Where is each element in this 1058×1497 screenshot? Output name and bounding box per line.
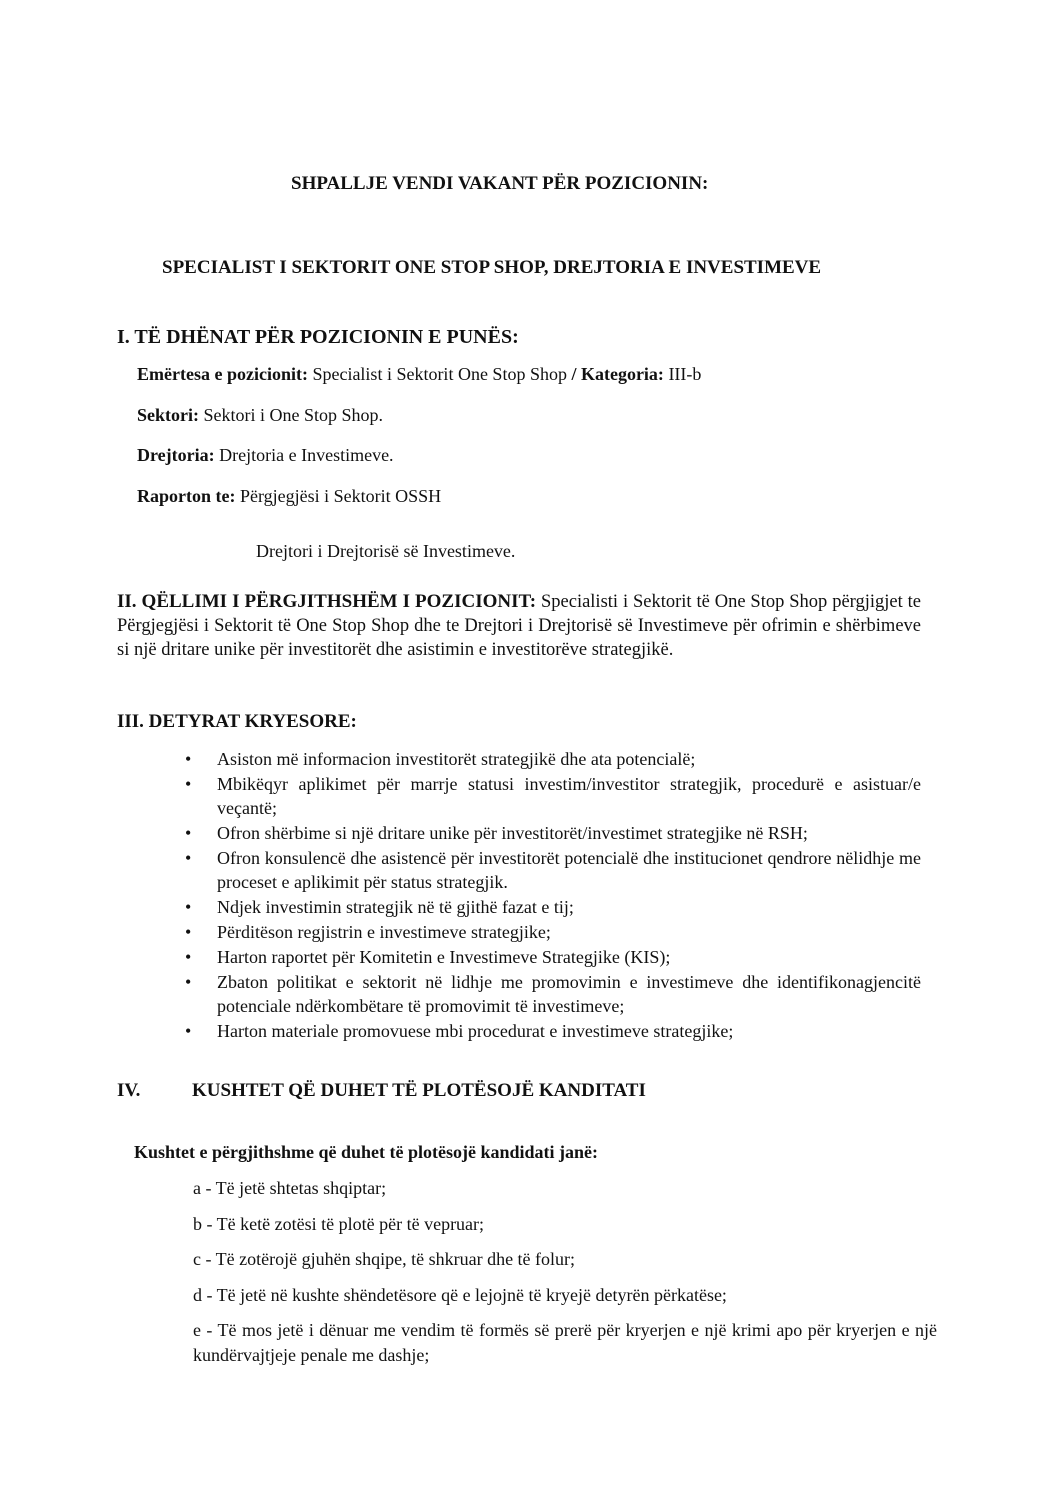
list-item: • Mbikëqyr aplikimet për marrje statusi investim/investitor strategjik, procedurë e asistuar/e veçantë; [185, 772, 921, 820]
list-item: • Ofron shërbime si një dritare unike për investitorët/investimet strategjike në RSH; [185, 821, 921, 845]
duties-list [185, 747, 921, 1044]
section-1-heading: I. TË DHËNAT PËR POZICIONIN E PUNËS: [117, 326, 519, 348]
section-4-subheading: Kushtet e përgjithshme që duhet të plotësojë kandidati janë: [134, 1142, 598, 1162]
condition-item: a - Të jetë shtetas shqiptar; [193, 1178, 387, 1198]
reports-value: Përgjegjësi i Sektorit OSSH [235, 486, 442, 506]
directorate-label: Drejtoria: [137, 445, 215, 465]
reports-label: Raporton te: [137, 486, 236, 506]
list-item: • Ofron konsulencë dhe asistencë për investitorët potencialë dhe institucionet qendrore nëlidhje me proceset e aplikimit për status strategjik. [185, 846, 921, 894]
list-item: • Zbaton politikat e sektorit në lidhje me promovimin e investimeve dhe identifikonagjencitë potenciale ndërkombëtare të promovimit të investimeve; [185, 970, 921, 1018]
reports-to-second: Drejtori i Drejtorisë së Investimeve. [256, 541, 516, 561]
position-value: Specialist i Sektorit One Stop Shop [307, 364, 572, 384]
field-reports-to [137, 484, 441, 508]
section-4-numeral: IV. [117, 1080, 141, 1101]
field-position [137, 362, 701, 386]
sector-value: Sektori i One Stop Shop. [199, 405, 384, 425]
condition-item: d - Të jetë në kushte shëndetësore që e lejojnë të kryejë detyrën përkatëse; [193, 1285, 727, 1305]
document-title: SHPALLJE VENDI VAKANT PËR POZICIONIN: [291, 173, 709, 194]
section-4-heading: KUSHTET QË DUHET TË PLOTËSOJË KANDITATI [192, 1080, 646, 1101]
list-item: • Ndjek investimin strategjik në të gjithë fazat e tij; [185, 895, 921, 919]
field-sector [137, 403, 383, 427]
list-item: • Përditëson regjistrin e investimeve strategjike; [185, 920, 921, 944]
condition-item: b - Të ketë zotësi të plotë për të vepruar; [193, 1214, 485, 1234]
position-label: Emërtesa e pozicionit: [137, 364, 308, 384]
section-3-heading: III. DETYRAT KRYESORE: [117, 711, 357, 732]
sector-label: Sektori: [137, 405, 199, 425]
category-value: III-b [663, 364, 702, 384]
section-2 [117, 590, 921, 662]
section-2-text: Specialisti i Sektorit të One Stop Shop përgjigjet te Përgjegjësi i Sektorit të One Stop Shop dhe te Drejtori i Drejtorisë së Investimeve për ofrimin e shërbimeve si një dritare unike për investitorët dhe asistimin e investitorëve strategjikë. [117, 592, 921, 660]
list-item: • Asiston më informacion investitorët strategjikë dhe ata potencialë; [185, 747, 921, 771]
list-item: • Harton materiale promovuese mbi procedurat e investimeve strategjike; [185, 1019, 921, 1043]
condition-item: e - Të mos jetë i dënuar me vendim të formës së prerë për kryerjen e një krimi apo për kryerjen e një kundërvajtjeje penale me dashje; [193, 1320, 937, 1365]
list-item: • Harton raportet për Komitetin e Investimeve Strategjike (KIS); [185, 945, 921, 969]
document-subtitle: SPECIALIST I SEKTORIT ONE STOP SHOP, DREJTORIA E INVESTIMEVE [162, 257, 822, 278]
condition-item: c - Të zotërojë gjuhën shqipe, të shkruar dhe të folur; [193, 1249, 576, 1269]
field-directorate [137, 443, 394, 467]
section-2-heading: II. QËLLIMI I PËRGJITHSHËM I POZICIONIT: [117, 591, 537, 612]
category-label: / Kategoria: [571, 364, 664, 384]
directorate-value: Drejtoria e Investimeve. [214, 445, 394, 465]
